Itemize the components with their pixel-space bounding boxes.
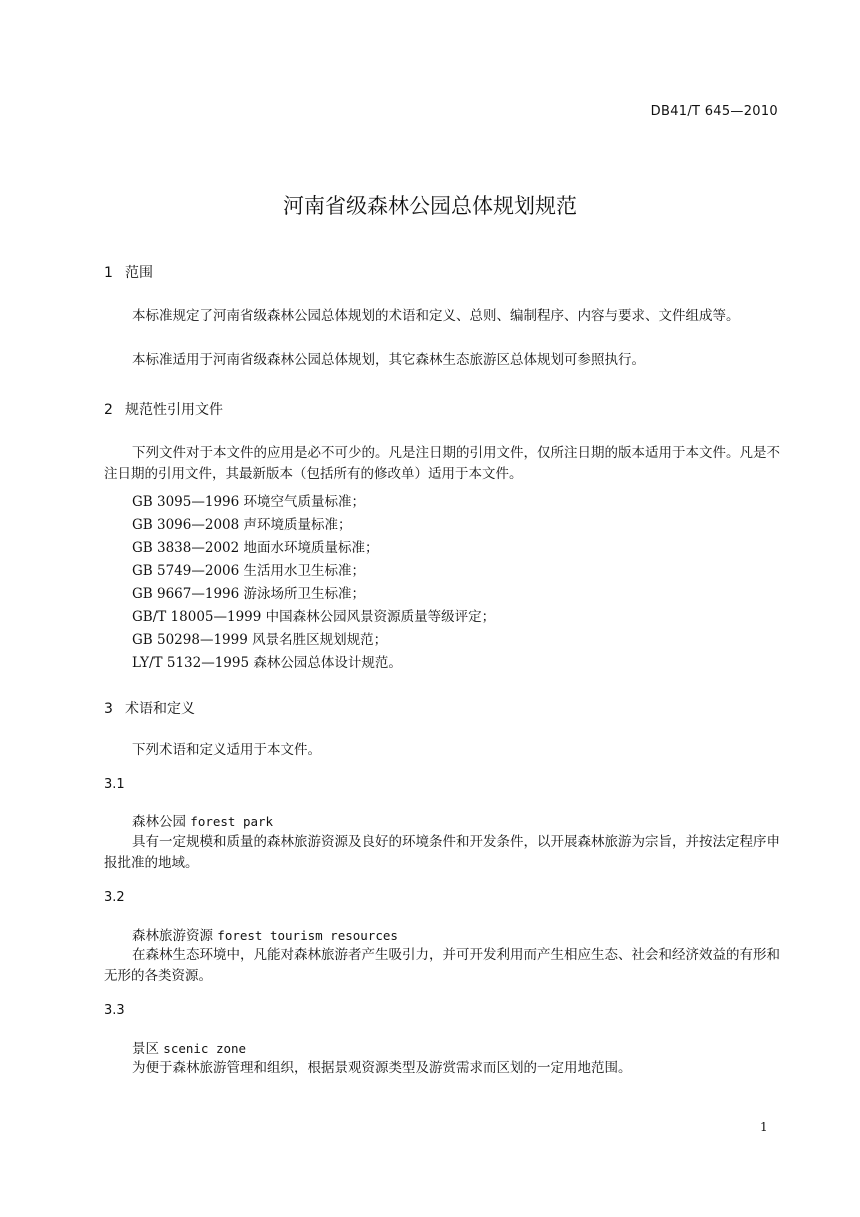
reference-item: GB 9667—1996 游泳场所卫生标准； [132, 586, 365, 602]
term-zh: 森林公园 [132, 814, 186, 830]
term-en: scenic zone [163, 1041, 247, 1056]
reference-item: LY/T 5132—1995 森林公园总体设计规范。 [132, 655, 402, 671]
reference-item: GB 3838—2002 地面水环境质量标准； [132, 540, 379, 556]
term-number: 3.2 [104, 890, 125, 905]
page-title: 河南省级森林公园总体规划规范 [283, 194, 577, 218]
reference-item: GB/T 18005—1999 中国森林公园风景资源质量等级评定； [132, 609, 496, 625]
section-title: 术语和定义 [125, 701, 195, 717]
reference-item: GB 5749—2006 生活用水卫生标准； [132, 563, 365, 579]
document-code: DB41/T 645—2010 [650, 104, 778, 119]
paragraph: 下列术语和定义适用于本文件。 [132, 742, 321, 758]
term-number: 3.1 [104, 777, 125, 792]
section-number: 1 [104, 265, 113, 281]
paragraph: 本标准适用于河南省级森林公园总体规划，其它森林生态旅游区总体规划可参照执行。 [132, 352, 645, 368]
term-zh: 景区 [132, 1041, 159, 1057]
term-title [132, 1037, 246, 1057]
term-definition: 为便于森林旅游管理和组织，根据景观资源类型及游赏需求而区划的一定用地范围。 [132, 1060, 632, 1076]
section-number: 2 [104, 402, 113, 418]
reference-item: GB 3096—2008 声环境质量标准； [132, 517, 352, 533]
reference-item: GB 50298—1999 风景名胜区规划规范； [132, 632, 388, 648]
section-title: 规范性引用文件 [125, 402, 223, 418]
section-number: 3 [104, 701, 113, 717]
section-heading-1 [104, 262, 153, 282]
term-number: 3.3 [104, 1003, 125, 1018]
term-title [132, 924, 398, 944]
page-number: 1 [760, 1120, 768, 1134]
section-heading-3 [104, 698, 195, 718]
term-zh: 森林旅游资源 [132, 928, 213, 944]
section-title: 范围 [125, 265, 153, 281]
term-en: forest tourism resources [217, 928, 398, 943]
paragraph: 下列文件对于本文件的应用是必不可少的。凡是注日期的引用文件，仅所注日期的版本适用于本文件。凡是不注日期的引用文件，其最新版本（包括所有的修改单）适用于本文件。 [104, 445, 780, 482]
reference-item: GB 3095—1996 环境空气质量标准； [132, 494, 365, 510]
term-definition: 具有一定规模和质量的森林旅游资源及良好的环境条件和开发条件，以开展森林旅游为宗旨，并按法定程序申报批准的地域。 [104, 834, 780, 871]
paragraph: 本标准规定了河南省级森林公园总体规划的术语和定义、总则、编制程序、内容与要求、文件组成等。 [132, 308, 740, 324]
term-title [132, 810, 273, 830]
section-heading-2 [104, 399, 223, 419]
term-en: forest park [190, 814, 274, 829]
term-definition: 在森林生态环境中，凡能对森林旅游者产生吸引力，并可开发利用而产生相应生态、社会和经济效益的有形和无形的各类资源。 [104, 947, 780, 984]
